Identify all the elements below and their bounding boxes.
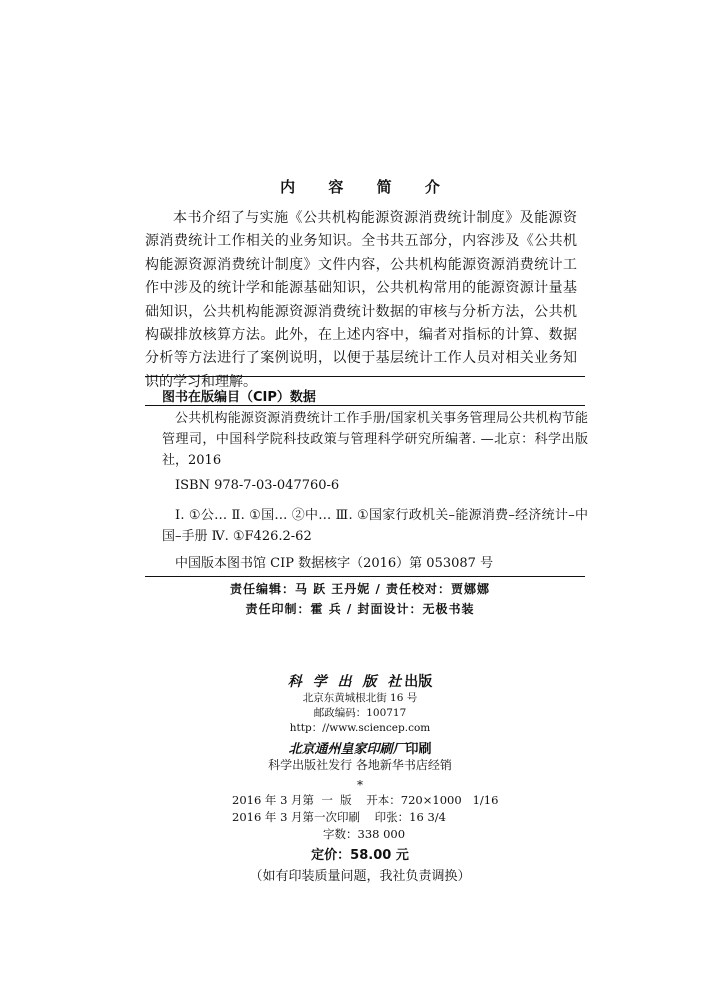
- quality-notice: （如有印装质量问题，我社负责调换）: [249, 869, 471, 884]
- printing-line: 2016 年 3 月第一次印刷 印张：16 3/4: [232, 810, 446, 824]
- price: 定价：58.00 元: [311, 848, 409, 863]
- summary-paragraph: 本书介绍了与实施《公共机构能源资源消费统计制度》及能源资源消费统计工作相关的业务知识。全书共五部分，内容涉及《公共机构能源资源消费统计制度》文件内容，公共机构能源资源消费统计工作中涉及的统计学和能源基础知识，公共机构常用的能源资源计量基础知识，公共机构能源资源消费统计数据的审核与分析方法，公共机构碳排放核算方法。此外，在上述内容中，编者对指标的计算、数据分析等方法进行了案例说明，以便于基层统计工作人员对相关业务知识的学习和理解。: [145, 210, 577, 390]
- edition-details: [232, 792, 498, 826]
- cip-classification: Ⅰ. ①公… Ⅱ. ①国… ②中… Ⅲ. ①国家行政机关–能源消费–经济统计–中国–手册 Ⅳ. ①F426.2-62: [162, 508, 588, 544]
- distribution-line: 科学出版社发行 各地新华书店经销: [268, 758, 452, 772]
- cip-heading: 图书在版编目（CIP）数据: [162, 390, 316, 405]
- publisher-name: 科 学 出 版 社: [287, 674, 405, 690]
- responsibility-line-1: 责任编辑：马 跃 王丹妮 / 责任校对：贾娜娜: [229, 582, 491, 596]
- publisher-postcode: 邮政编码：100717: [313, 707, 407, 719]
- cip-description: 公共机构能源资源消费统计工作手册/国家机关事务管理局公共机构节能管理司，中国科学院科技政策与管理科学研究所编著. —北京：科学出版社，2016: [162, 411, 588, 468]
- printer-suffix: 印刷: [405, 742, 432, 757]
- publisher-line: [0, 671, 720, 691]
- separator-star: *: [357, 778, 363, 792]
- printer-name: 北京通州皇家印刷厂: [288, 742, 406, 757]
- divider-cip: [145, 405, 585, 406]
- word-count: 字数：338 000: [323, 827, 406, 841]
- edition-line: 2016 年 3 月第 一 版 开本：720×1000 1/16: [232, 793, 499, 807]
- divider-top: [145, 376, 585, 377]
- summary-title: 内 容 简 介: [280, 178, 454, 196]
- divider-bottom: [145, 576, 585, 577]
- cip-isbn: ISBN 978-7-03-047760-6: [175, 478, 340, 493]
- cip-verification: 中国版本图书馆 CIP 数据核字（2016）第 053087 号: [175, 556, 494, 571]
- publisher-address: 北京东黄城根北街 16 号: [302, 692, 418, 704]
- publisher-url: http：//www.sciencep.com: [289, 722, 431, 734]
- publisher-suffix: 出版: [404, 674, 433, 690]
- responsibility-line-2: 责任印制：霍 兵 / 封面设计：无极书装: [245, 602, 475, 616]
- printer-line: [0, 738, 720, 757]
